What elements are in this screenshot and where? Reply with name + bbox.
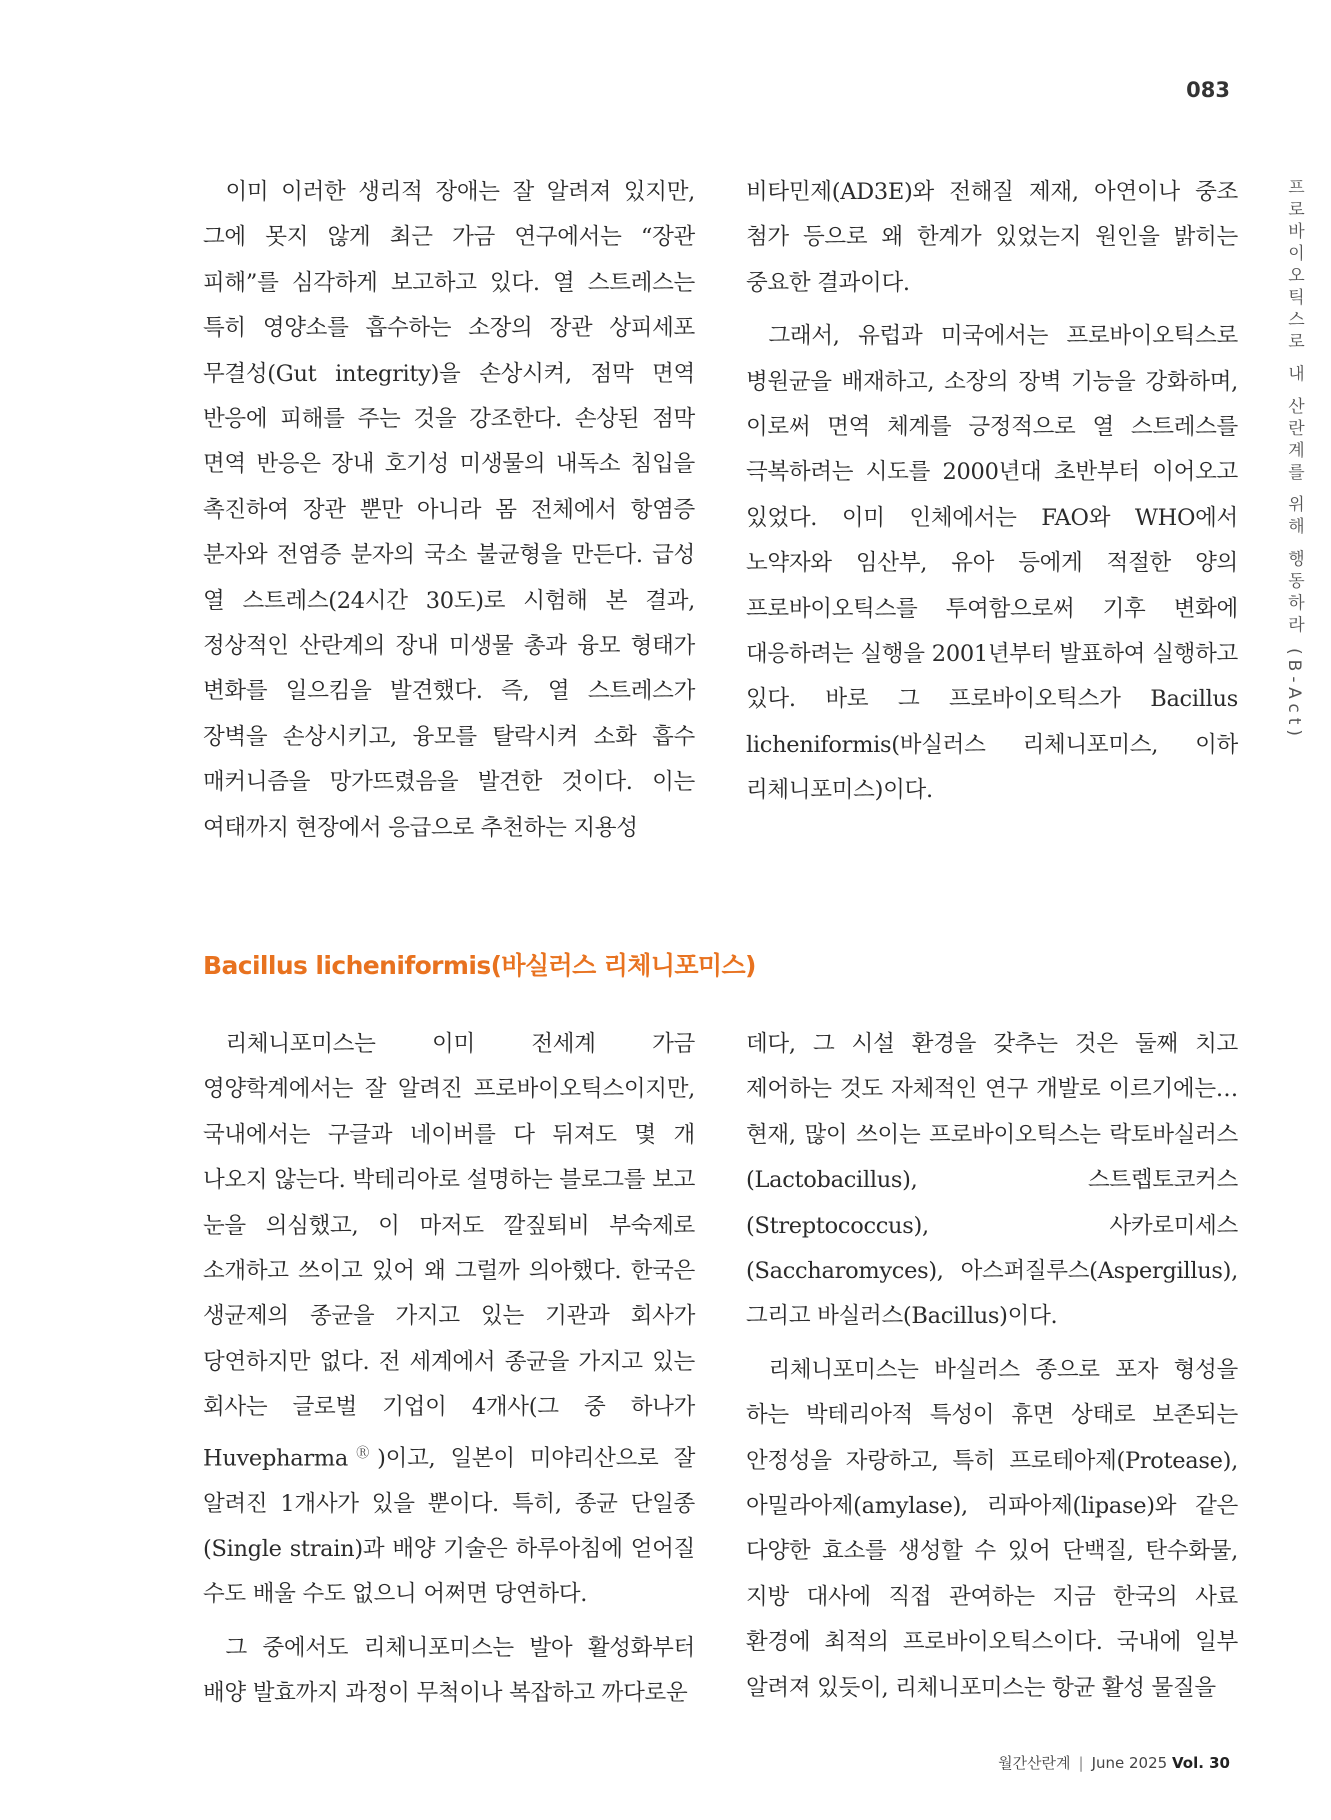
paragraph-text: )이고, 일본이 미야리산으로 잘 알려진 1개사가 있을 뿐이다. 특히, 종균 단일종(Single strain)과 배양 기술은 하루아침에 얻어질 수도 배울 수도 없으니 어쩌면 당연하다. — [203, 1445, 696, 1608]
footer-separator: | — [1078, 1754, 1084, 1772]
top-left-column — [203, 170, 695, 859]
volume-number: Vol. 30 — [1171, 1754, 1230, 1772]
side-running-title: 프로바이오틱스로 내 산란계를 위해 행동하라 (B-Act) — [1284, 178, 1304, 742]
paragraph: 그 중에서도 리체니포미스는 발아 활성화부터 배양 발효까지 과정이 무척이나 복잡하고 까다로운 — [203, 1634, 695, 1707]
registered-mark: Ⓡ — [347, 1445, 378, 1461]
footer — [998, 1752, 1230, 1773]
paragraph-continuation: 비타민제(AD3E)와 전해질 제재, 아연이나 중조 첨가 등으로 왜 한계가 있었는지 원인을 밝히는 중요한 결과이다. — [746, 179, 1238, 296]
issue-date: June 2025 — [1091, 1754, 1168, 1772]
paragraph-text: 리체니포미스는 이미 전세계 가금 영양학계에서는 잘 알려진 프로바이오틱스이지만, 국내에서는 구글과 네이버를 다 뒤져도 몇 개 나오지 않는다. 박테리아로 설명하는 블로그를 보고 눈을 의심했고, 이 마저도 깔짚퇴비 부숙제로 소개하고 쓰이고 있어 왜 그럴까 의아했다. 한국은 생균제의 종균을 가지고 있는 기관과 회사가 당연하지만 없다. 전 세계에서 종균을 가지고 있는 회사는 글로벌 기업이 4개사(그 중 하나가 Huvepharma — [203, 1031, 695, 1472]
magazine-name: 월간산란계 — [998, 1754, 1071, 1772]
paragraph: 그래서, 유럽과 미국에서는 프로바이오틱스로 병원균을 배재하고, 소장의 장벽 기능을 강화하며, 이로써 면역 체계를 긍정적으로 열 스트레스를 극복하려는 시도를 2000년대 초반부터 이어오고 있었다. 이미 인체에서는 FAO와 WHO에서 노약자와 임산부, 유아 등에게 적절한 양의 프로바이오틱스를 투여함으로써 기후 변화에 대응하려는 실행을 2001년부터 발표하여 실행하고 있다. 바로 그 프로바이오틱스가 Bacillus licheniformis(바실러스 리체니포미스, 이하 리체니포미스)이다. — [746, 323, 1238, 804]
paragraph: 리체니포미스는 바실러스 종으로 포자 형성을 하는 박테리아적 특성이 휴면 상태로 보존되는 안정성을 자랑하고, 특히 프로테아제(Protease), 아밀라아제(amylase), 리파아제(lipase)와 같은 다양한 효소를 생성할 수 있어 단백질, 탄수화물, 지방 대사에 직접 관여하는 지금 한국의 사료 환경에 최적의 프로바이오틱스이다. 국내에 일부 알려져 있듯이, 리체니포미스는 항균 활성 물질을 — [746, 1356, 1238, 1701]
page-number: 083 — [1186, 78, 1230, 102]
top-right-column — [746, 170, 1238, 822]
section-heading: Bacillus licheniformis(바실러스 리체니포미스) — [203, 951, 756, 980]
paragraph — [203, 1022, 695, 1618]
paragraph: 이미 이러한 생리적 장애는 잘 알려져 있지만, 그에 못지 않게 최근 가금 연구에서는 “장관 피해”를 심각하게 보고하고 있다. 열 스트레스는 특히 영양소를 흡수하는 소장의 장관 상피세포 무결성(Gut integrity)을 손상시켜, 점막 면역 반응에 피해를 주는 것을 강조한다. 손상된 점막 면역 반응은 장내 호기성 미생물의 내독소 침입을 촉진하여 장관 뿐만 아니라 몸 전체에서 항염증 분자와 전염증 분자의 국소 불균형을 만든다. 급성 열 스트레스(24시간 30도)로 시험해 본 결과, 정상적인 산란계의 장내 미생물 총과 융모 형태가 변화를 일으킴을 발견했다. 즉, 열 스트레스가 장벽을 손상시키고, 융모를 탈락시켜 소화 흡수 매커니즘을 망가뜨렸음을 발견한 것이다. 이는 여태까지 현장에서 응급으로 추천하는 지용성 — [203, 179, 695, 841]
bottom-right-column — [746, 1022, 1238, 1719]
paragraph-continuation: 데다, 그 시설 환경을 갖추는 것은 둘째 치고 제어하는 것도 자체적인 연구 개발로 이르기에는… 현재, 많이 쓰이는 프로바이오틱스는 락토바실러스(Lactobacillus), 스트렙토코커스(Streptococcus), 사카로미세스(Saccharomyces), 아스퍼질루스(Aspergillus), 그리고 바실러스(Bacillus)이다. — [746, 1031, 1238, 1330]
bottom-left-column — [203, 1022, 695, 1725]
